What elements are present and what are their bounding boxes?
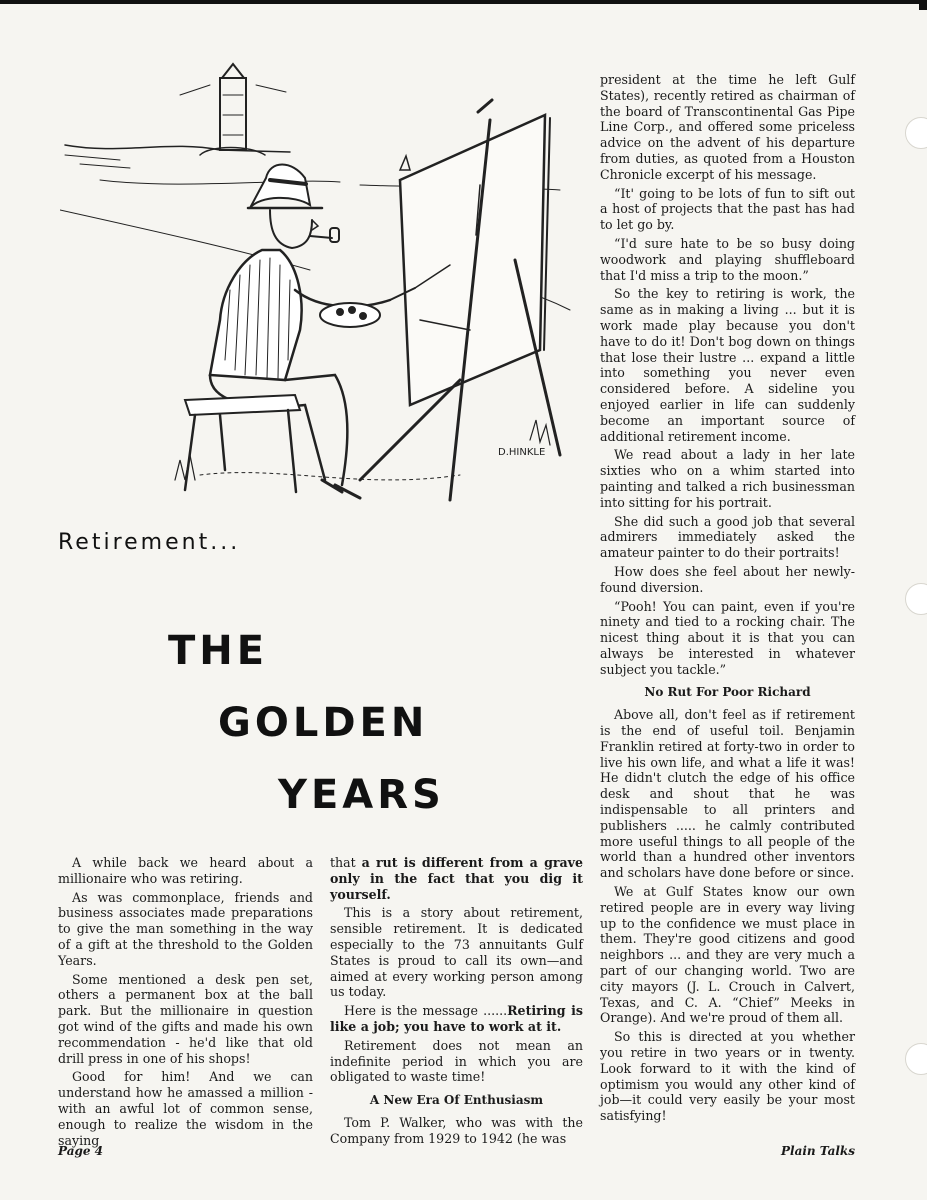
paragraph: A while back we heard about a millionaire who was retiring. [58, 855, 313, 886]
page-number: Page 4 [58, 1144, 104, 1158]
headline-line-3: YEARS [278, 772, 445, 818]
headline-line-1: THE [168, 628, 269, 674]
paragraph: “It' going to be lots of fun to sift out a host of projects that the past has had to let go by. [600, 185, 855, 233]
text-run: Here is the message ...... [344, 1003, 508, 1019]
section-heading: No Rut For Poor Richard [644, 685, 811, 700]
paragraph: Tom P. Walker, who was with the Company from 1929 to 1942 (he was [330, 1114, 583, 1146]
article-column-3 [600, 72, 855, 1124]
paragraph: Some mentioned a desk pen set, others a permanent box at the ball park. But the millionaire in question got wind of the gifts and made his own recommendation - he'd like that old drill press in one of his shops! [58, 971, 313, 1066]
paragraph: Above all, don't feel as if retirement is the end of useful toil. Benjamin Franklin retired at forty-two in order to live his own life, and what a life it was! He didn't clutch the edge of his office desk and shout that he was indispensable to all printers and publishers ..... he calmly contributed more useful things to all people of the world than a hundred other inventors and scholars have done before or since. [600, 707, 855, 881]
paragraph: As was commonplace, friends and business associates made preparations to give the man something in the way of a gift at the threshold to the Golden Years. [58, 889, 313, 968]
article-column-2 [330, 855, 583, 1147]
bold-text-run: Retiring is like a job; you have to work at it. [330, 1003, 583, 1034]
section-heading: A New Era Of Enthusiasm [369, 1093, 544, 1108]
binder-hole-bottom [905, 1043, 927, 1075]
binder-hole-top [905, 117, 927, 149]
kicker-title: Retirement... [58, 530, 241, 555]
paragraph: Retirement does not mean an indefinite period in which you are obligated to waste time! [330, 1037, 583, 1085]
publication-name: Plain Talks [780, 1144, 855, 1158]
text-run: that [330, 855, 362, 870]
page-top-border [0, 0, 927, 4]
paragraph: “Pooh! You can paint, even if you're ninety and tied to a rocking chair. The nicest thing about it is that you can always be interested in whatever subject you tackle.” [600, 598, 855, 677]
corner-mark [919, 0, 927, 10]
paragraph: So the key to retiring is work, the same as in making a living ... but it is work made play because you don't have to do it! Don't bog down on things that lose their lustre ... expand a little into something you never even considered before. A sideline you enjoyed earlier in life can suddenly become an important source of additional retirement income. [600, 286, 855, 444]
paragraph: Good for him! And we can understand how he amassed a million - with an awful lot of common sense, enough to realize the wisdom in the saying [58, 1069, 313, 1148]
bold-text-run: a rut is different from a grave only in the fact that you dig it yourself. [330, 855, 583, 902]
paragraph [330, 1003, 583, 1035]
binder-hole-middle [905, 583, 927, 615]
paragraph [330, 855, 583, 902]
paragraph: This is a story about retirement, sensible retirement. It is dedicated especially to the 73 annuitants Gulf States is proud to call its own—and aimed at every working person among us today. [330, 905, 583, 1000]
paragraph: We read about a lady in her late sixties who on a whim started into painting and talked a rich businessman into sitting for his portrait. [600, 447, 855, 510]
paragraph: She did such a good job that several admirers immediately asked the amateur painter to do their portraits! [600, 513, 855, 561]
headline-line-2: GOLDEN [218, 700, 429, 746]
artist-signature: D.HINKLE [498, 447, 546, 458]
paragraph: How does she feel about her newly-found diversion. [600, 563, 855, 595]
paragraph: “I'd sure hate to be so busy doing woodwork and playing shuffleboard that I'd miss a trip to the moon.” [600, 235, 855, 283]
article-column-1 [58, 855, 313, 1148]
paragraph: president at the time he left Gulf States), recently retired as chairman of the board of Transcontinental Gas Pipe Line Corp., and offered some priceless advice on the advent of his departure from duties, as quoted from a Houston Chronicle excerpt of his message. [600, 72, 855, 182]
painter-illustration [60, 60, 580, 510]
paragraph: We at Gulf States know our own retired people are in every way living up to the confidence we must place in them. They're good citizens and good neighbors ... and they are very much a part of our changing world. Two are city mayors (J. L. Crouch in Calvert, Texas, and C. A. “Chief” Meeks in Orange). And we're proud of them all. [600, 884, 855, 1026]
paragraph: So this is directed at you whether you retire in two years or in twenty. Look forward to it with the kind of optimism you would any other kind of job—it could very easily be your most satisfying! [600, 1029, 855, 1124]
